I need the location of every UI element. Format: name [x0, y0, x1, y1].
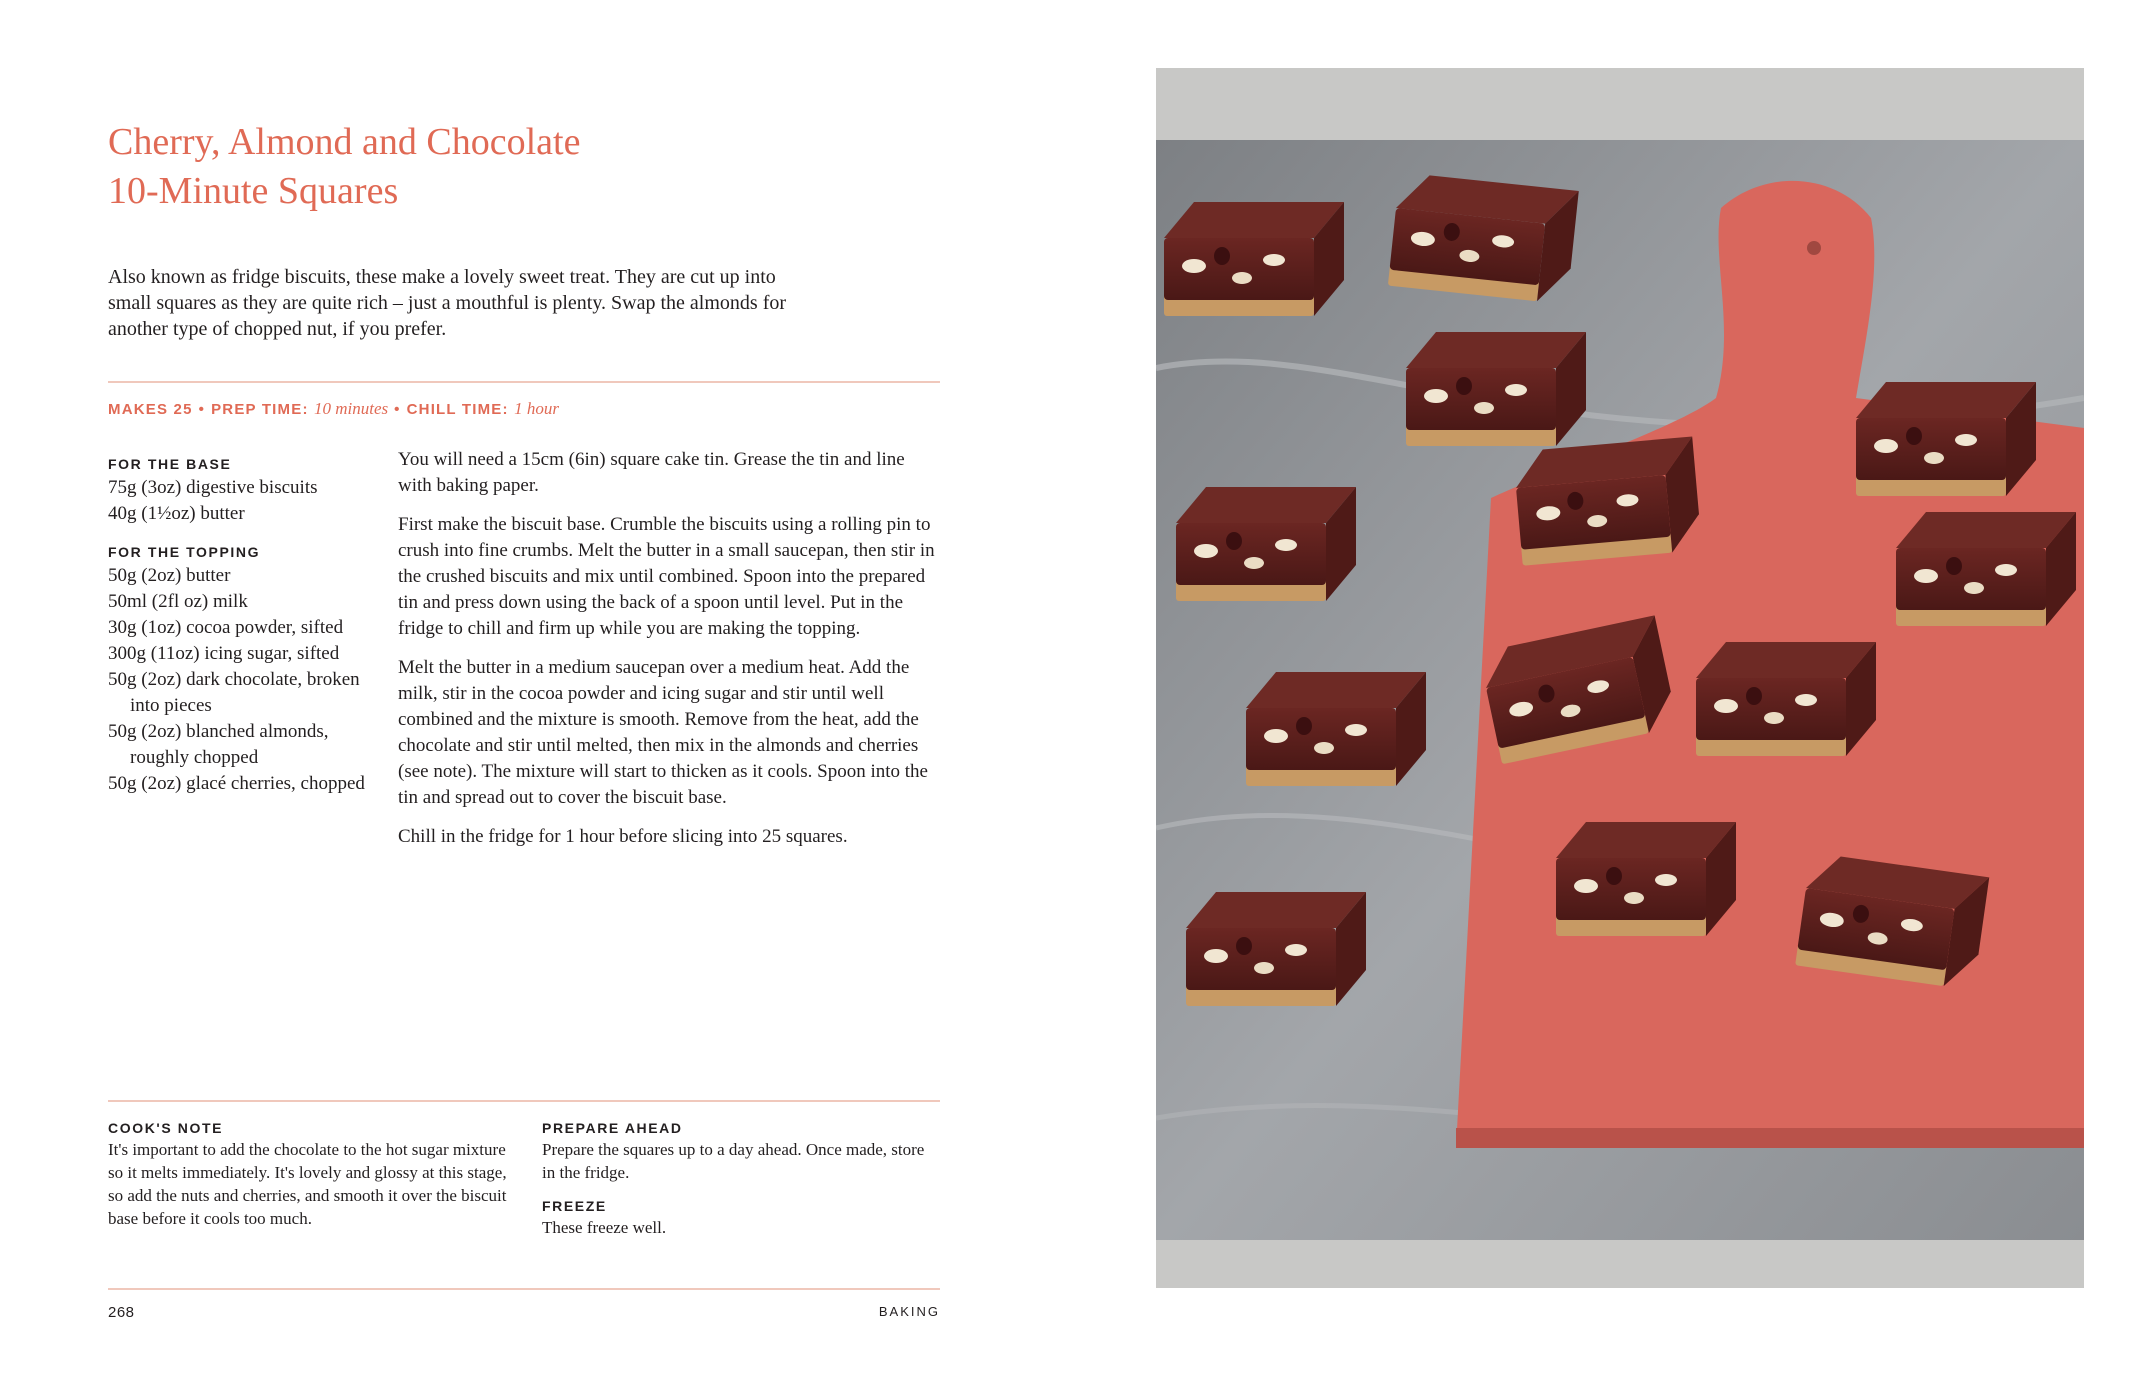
method-step: You will need a 15cm (6in) square cake tin. Grease the tin and line with baking paper.: [398, 449, 905, 496]
meta-separator: •: [198, 401, 206, 418]
prep-time-value: 10 minutes: [314, 399, 389, 418]
method-step: Melt the butter in a medium saucepan over a medium heat. Add the milk, stir in the cocoa powder and icing sugar and stir until well combined and the mixture is smooth. Remove from the heat, add the chocolate and stir until melted, then mix in the almonds and cherries (see note). The mixture will start to thicken as it cools. Spoon into the tin and spread out to cover the biscuit base.: [398, 657, 928, 808]
recipe-title-line-2: 10-Minute Squares: [108, 170, 399, 212]
ingredient-item: 50g (2oz) dark chocolate, broken into pieces: [108, 669, 360, 716]
recipe-page: [108, 0, 940, 1395]
ingredient-item: 50ml (2fl oz) milk: [108, 591, 248, 612]
ingredient-items: [108, 475, 368, 527]
ingredient-group-heading: FOR THE TOPPING: [108, 544, 261, 560]
freeze-text: These freeze well.: [542, 1218, 667, 1237]
ingredient-items: [108, 563, 368, 797]
prepare-ahead-note: [542, 1118, 940, 1251]
ingredient-item: 50g (2oz) butter: [108, 565, 231, 586]
prepare-ahead-text: Prepare the squares up to a day ahead. Once made, store in the fridge.: [542, 1140, 925, 1182]
cooks-note-heading: COOK'S NOTE: [108, 1120, 224, 1136]
ingredient-item: 50g (2oz) glacé cherries, chopped: [108, 773, 365, 794]
divider-footer: [108, 1288, 940, 1290]
ingredient-item: 50g (2oz) blanched almonds, roughly chopped: [108, 721, 329, 768]
prepare-ahead-heading: PREPARE AHEAD: [542, 1120, 683, 1136]
recipe-photo: [1156, 68, 2084, 1288]
prep-time-label: PREP TIME:: [211, 401, 309, 418]
cooks-note-text: It's important to add the chocolate to the hot sugar mixture so it melts immediately. It's lovely and glossy at this stage, so add the nuts and cherries, and smooth it over the biscuit base before it cools too much.: [108, 1140, 507, 1228]
divider-top: [108, 381, 940, 383]
ingredient-item: 30g (1oz) cocoa powder, sifted: [108, 617, 344, 638]
section-name: BAKING: [878, 1304, 940, 1319]
ingredient-group-base: [108, 453, 368, 527]
method-step: First make the biscuit base. Crumble the biscuits using a rolling pin to crush into fine crumbs. Melt the butter in a small saucepan, then stir in the crushed biscuits and mix until combined. Spoon into the prepared tin and press down using the back of a spoon until level. Put in the fridge to chill and firm up while you are making the topping.: [398, 514, 935, 639]
chill-time-label: CHILL TIME:: [406, 401, 509, 418]
makes-label: MAKES 25: [108, 401, 193, 418]
ingredient-item: 300g (11oz) icing sugar, sifted: [108, 643, 340, 664]
meta-separator: •: [394, 401, 401, 418]
ingredients-list: [108, 453, 368, 811]
page-number: 268: [108, 1304, 135, 1321]
freeze-heading: FREEZE: [542, 1198, 607, 1214]
ingredient-group-topping: [108, 541, 368, 797]
method-steps: [398, 447, 940, 863]
recipe-meta: [108, 399, 940, 419]
divider-notes: [108, 1100, 940, 1102]
ingredient-item: 75g (3oz) digestive biscuits: [108, 477, 318, 498]
method-step: Chill in the fridge for 1 hour before slicing into 25 squares.: [398, 826, 848, 847]
chill-time-value: 1 hour: [514, 399, 559, 418]
ingredient-group-heading: FOR THE BASE: [108, 456, 232, 472]
chocolate-squares-illustration: [1156, 68, 2084, 1288]
cooks-note: [108, 1118, 508, 1242]
recipe-title-line-1: Cherry, Almond and Chocolate: [108, 121, 581, 163]
recipe-intro: Also known as fridge biscuits, these make a lovely sweet treat. They are cut up into small squares as they are quite rich – just a mouthful is plenty. Swap the almonds for another type of chopped nut, if you prefer.: [108, 266, 787, 340]
recipe-title: [108, 118, 808, 216]
ingredient-item: 40g (1½oz) butter: [108, 503, 245, 524]
